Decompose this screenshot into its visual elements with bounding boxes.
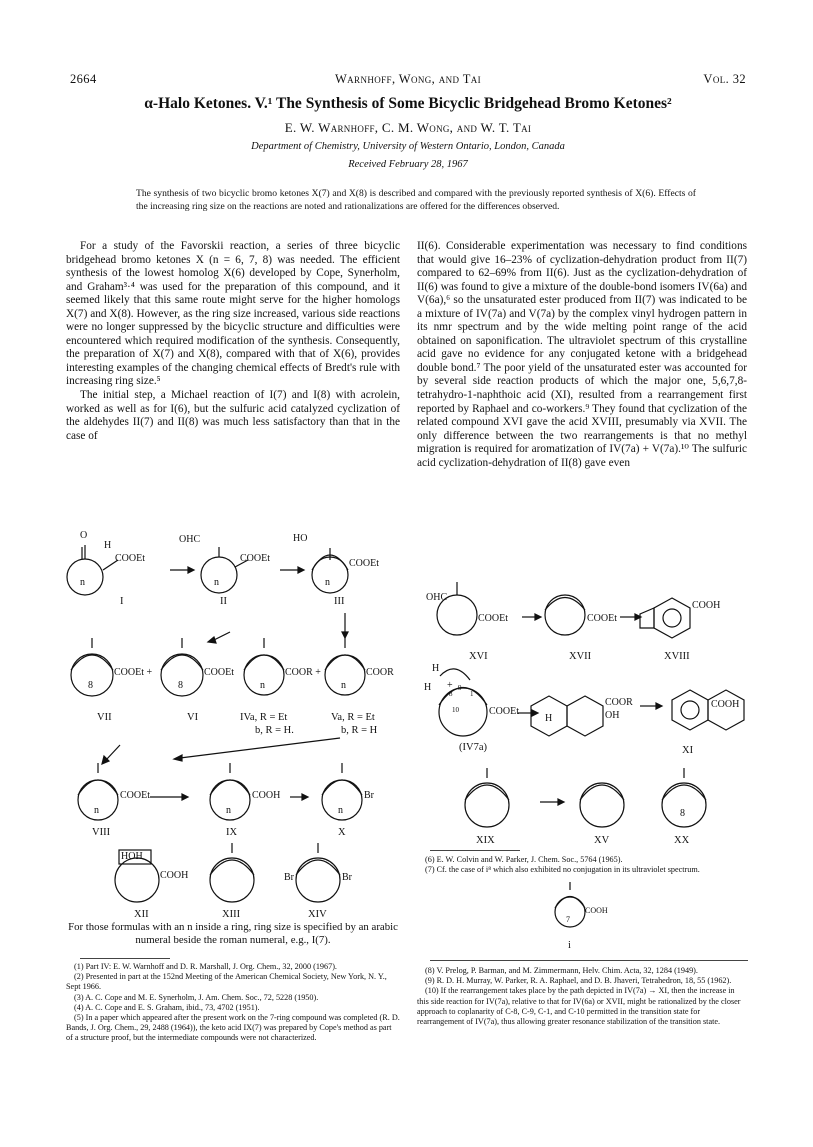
compound-label: XVIII <box>664 651 690 662</box>
footnote: (8) V. Prelog, P. Barman, and M. Zimmermann, Helv. Chim. Acta, 32, 1284 (1949). <box>425 966 698 975</box>
footnote-rule <box>430 850 520 851</box>
ring-n: n <box>94 805 99 816</box>
hydrogen-label: H <box>424 682 432 693</box>
structure-I <box>67 545 118 595</box>
author-list: E. W. Warnhoff, C. M. Wong, and W. T. Tai <box>284 120 532 135</box>
bromine-label: Br <box>284 872 294 883</box>
compound-label: VII <box>97 712 112 723</box>
compound-label: XIII <box>222 909 241 920</box>
ester-label: COOEt <box>489 706 519 717</box>
compound-label: b, R = H. <box>255 725 294 736</box>
acid-label: COOH <box>160 870 189 881</box>
footnote-rule <box>80 958 170 959</box>
ester-label: COOEt <box>587 613 617 624</box>
footnotes-right-bottom <box>417 966 747 1027</box>
structure-XIV <box>296 843 340 902</box>
structure-XI <box>672 690 744 730</box>
ring-size-note: For those formulas with an n inside a ring, ring size is specified by an arabic numeral beside the roman numeral, e.g., I(7). <box>68 921 398 946</box>
ring-n: n <box>338 805 343 816</box>
structure-XVIII <box>640 598 690 638</box>
compound-label: b, R = H <box>341 725 378 736</box>
footnote: (9) R. D. H. Murray, W. Parker, R. A. Raphael, and D. B. Jhaveri, Tetrahedron, 18, 55 (1962). <box>425 976 732 986</box>
compound-label: I <box>120 596 124 607</box>
paragraph: II(6). Considerable experimentation was necessary to find conditions that would give 16–23% of cyclization-dehydration product from II(7) compared to 62–69% from II(6). Just as the cyclization-dehydration of II(6) was found to give a mixture of the double-bond isomers IV(6a) and V(6a),⁶ so the unsaturated ester produced from II(7) was indicated to be a mixture of IV(7a) and V(7a) by the complex vinyl hydrogen pattern in its nmr spectrum and by the wide melting point range of the acid obtained on saponification. The ultraviolet spectrum of this crystalline acid gave no evidence for any conjugated ketone with a bridgehead double bond.⁷ The poor yield of the unsaturated ester was accounted for by several side reaction products of which the major one, 5,6,7,8-tetrahydro-1-naphthoic acid (XI), resulted from a rearrangement first reported by Raphael and co-workers.⁹ They found that cyclization of the related compound XVI gave the acid XVIII, presumably via XVII. The only difference between the two rearrangements is that no methyl migration is required for aromatization of IV(7a) + V(7a).¹⁰ The sulfuric acid cyclization-dehydration of II(8) gave even <box>417 240 747 469</box>
ester-label: COOR <box>366 667 394 678</box>
paper-title: α-Halo Ketones. V.¹ The Synthesis of Some Bicyclic Bridgehead Bromo Ketones² <box>144 95 672 112</box>
oxygen-label: O <box>80 530 88 541</box>
ring-size: 8 <box>178 680 183 691</box>
acid-label: COOH <box>692 600 721 611</box>
compound-label: IX <box>226 827 238 838</box>
compound-label: XII <box>134 909 149 920</box>
ester-label: COOR + <box>285 667 321 678</box>
ring-size: 7 <box>566 915 570 924</box>
compound-label: XIX <box>476 835 495 846</box>
structure-XVII <box>545 595 585 635</box>
ring-n: n <box>226 805 231 816</box>
volume: Vol. 32 <box>703 72 746 86</box>
compound-label: VI <box>187 712 199 723</box>
footnotes-right-top <box>417 855 747 875</box>
compound-label: II <box>220 596 227 607</box>
received-date: Received February 28, 1967 <box>348 159 468 170</box>
footnote: (4) A. C. Cope and E. S. Graham, ibid., 73, 4702 (1951). <box>74 1002 260 1012</box>
structure-XIX <box>465 768 509 827</box>
hydroxyl-label: HO <box>293 533 308 544</box>
compound-label: i <box>568 940 571 951</box>
ester-label: COOEt <box>204 667 234 678</box>
paragraph: For a study of the Favorskii reaction, a series of three bicyclic bridgehead bromo ketones X (n = 6, 7, 8) was needed. The efficient synthesis of the lowest homolog X(6) developed by Cope, Synerholm, and Graham³·⁴ was used for the preparation of this compound, and it seemed likely that this same route might serve for the higher homologs X(7) and X(8). However, as the ring size increased, various side reactions were no longer suppressed by the bicyclic structure and difficulties were encountered which required modification of the synthesis. Consequently, the preparation of X(7) and X(8), compared with that of X(6), provides interesting examples of the changing chemical effects of Bredt's rule with increasing ring size.⁵ <box>66 240 400 388</box>
compound-label: XIV <box>308 909 327 920</box>
compound-label: X <box>338 827 346 838</box>
ester-label: COOEt <box>240 553 270 564</box>
ester-label: COOR <box>605 697 633 708</box>
ring-n: n <box>214 577 219 588</box>
abstract: The synthesis of two bicyclic bromo ketones X(7) and X(8) is described and compared with the previously reported synthesis of X(6). Effects of the increasing ring size on the reactions are noted and rationalizations are offered for the differences observed. <box>136 188 696 212</box>
compound-label: (IV7a) <box>459 742 487 753</box>
ring-n: n <box>260 680 265 691</box>
compound-label: IVa, R = Et <box>240 712 288 723</box>
ester-label: COOEt <box>120 790 150 801</box>
bromine-label: Br <box>342 872 352 883</box>
atom-number: 1 <box>470 690 474 698</box>
ester-label: COOEt <box>478 613 508 624</box>
hydroxy-label: HOH <box>121 851 143 862</box>
ester-label: COOEt <box>349 558 379 569</box>
ring-size: 8 <box>680 808 685 819</box>
aldehyde-label: OHC <box>179 534 201 545</box>
atom-number: 8 <box>449 690 453 698</box>
compound-label: III <box>334 596 345 607</box>
aldehyde-label: OHC <box>426 592 448 603</box>
hydrogen-label: H <box>545 713 553 724</box>
bromine-label: Br <box>364 790 374 801</box>
ring-n: n <box>80 577 85 588</box>
charge-label: + <box>447 680 453 691</box>
compound-label: XI <box>682 745 694 756</box>
acid-label: COOH <box>585 906 608 915</box>
paragraph: The initial step, a Michael reaction of I(7) and I(8) with acrolein, worked as well as for I(6), but the sulfuric acid catalyzed cyclization of the aldehydes II(7) and II(8) was much less satisfactory than that in the case of <box>66 389 400 442</box>
compound-label: Va, R = Et <box>331 712 375 723</box>
footnote: (2) Presented in part at the 152nd Meeting of the American Chemical Society, New York, N. Y., Sept 1966. <box>66 972 387 992</box>
ring-size: 8 <box>88 680 93 691</box>
running-head-authors: Warnhoff, Wong, and Tai <box>334 72 482 86</box>
footnote: (7) Cf. the case of i⁸ which also exhibited no conjugation in its ultraviolet spectrum. <box>425 865 700 875</box>
atom-number: 10 <box>452 706 459 714</box>
compound-label: XVI <box>469 651 488 662</box>
hydrogen-label: H <box>432 663 440 674</box>
ester-label: COOEt + <box>114 667 153 678</box>
hydroxyl-label: OH <box>605 710 620 721</box>
ester-label: COOEt <box>115 553 145 564</box>
compound-label: VIII <box>92 827 111 838</box>
structure-IV7a <box>439 669 487 736</box>
compound-label: XV <box>594 835 610 846</box>
acid-label: COOH <box>252 790 281 801</box>
acid-label: COOH <box>711 699 740 710</box>
compound-label: XVII <box>569 651 592 662</box>
footnotes-left <box>66 962 400 1044</box>
structure-i <box>555 882 585 927</box>
footnote: (10) If the rearrangement takes place by the path depicted in IV(7a) → XI, then the increase in this side reaction for IV(7a), relative to that for IV(6a) or XVII, might be rationalized by the closer approach to coplanarity of C-8, C-9, C-1, and C-10 permitted in the transition state for rearrangement of IV(7a), thus allowing greater resonance stabilization of the transition state. <box>417 986 741 1027</box>
structure-XVI <box>437 582 477 635</box>
footnote: (3) A. C. Cope and M. E. Synerholm, J. Am. Chem. Soc., 72, 5228 (1950). <box>74 992 319 1002</box>
footnote: (5) In a paper which appeared after the present work on the 7-ring compound was completed (R. D. Bands, J. Org. Chem., 29, 2488 (1964)), the keto acid IX(7) was prepared by Cope's method as part of a structure proof, but the intermediate compounds were not characterized. <box>66 1013 400 1043</box>
footnote-rule <box>430 960 748 961</box>
intermediate <box>531 696 603 736</box>
compound-label: XX <box>674 835 690 846</box>
hydrogen-label: H <box>104 540 112 551</box>
footnote: (6) E. W. Colvin and W. Parker, J. Chem. Soc., 5764 (1965). <box>425 855 623 864</box>
ring-n: n <box>341 680 346 691</box>
footnote: (1) Part IV: E. W. Warnhoff and D. R. Marshall, J. Org. Chem., 32, 2000 (1967). <box>74 962 337 971</box>
structure-XIII <box>210 843 254 902</box>
affiliation: Department of Chemistry, University of Western Ontario, London, Canada <box>251 141 565 152</box>
atom-number: 9 <box>458 684 462 692</box>
structure-III <box>312 548 348 593</box>
ring-n: n <box>325 577 330 588</box>
page-number: 2664 <box>70 72 97 86</box>
structure-XV <box>580 783 624 827</box>
